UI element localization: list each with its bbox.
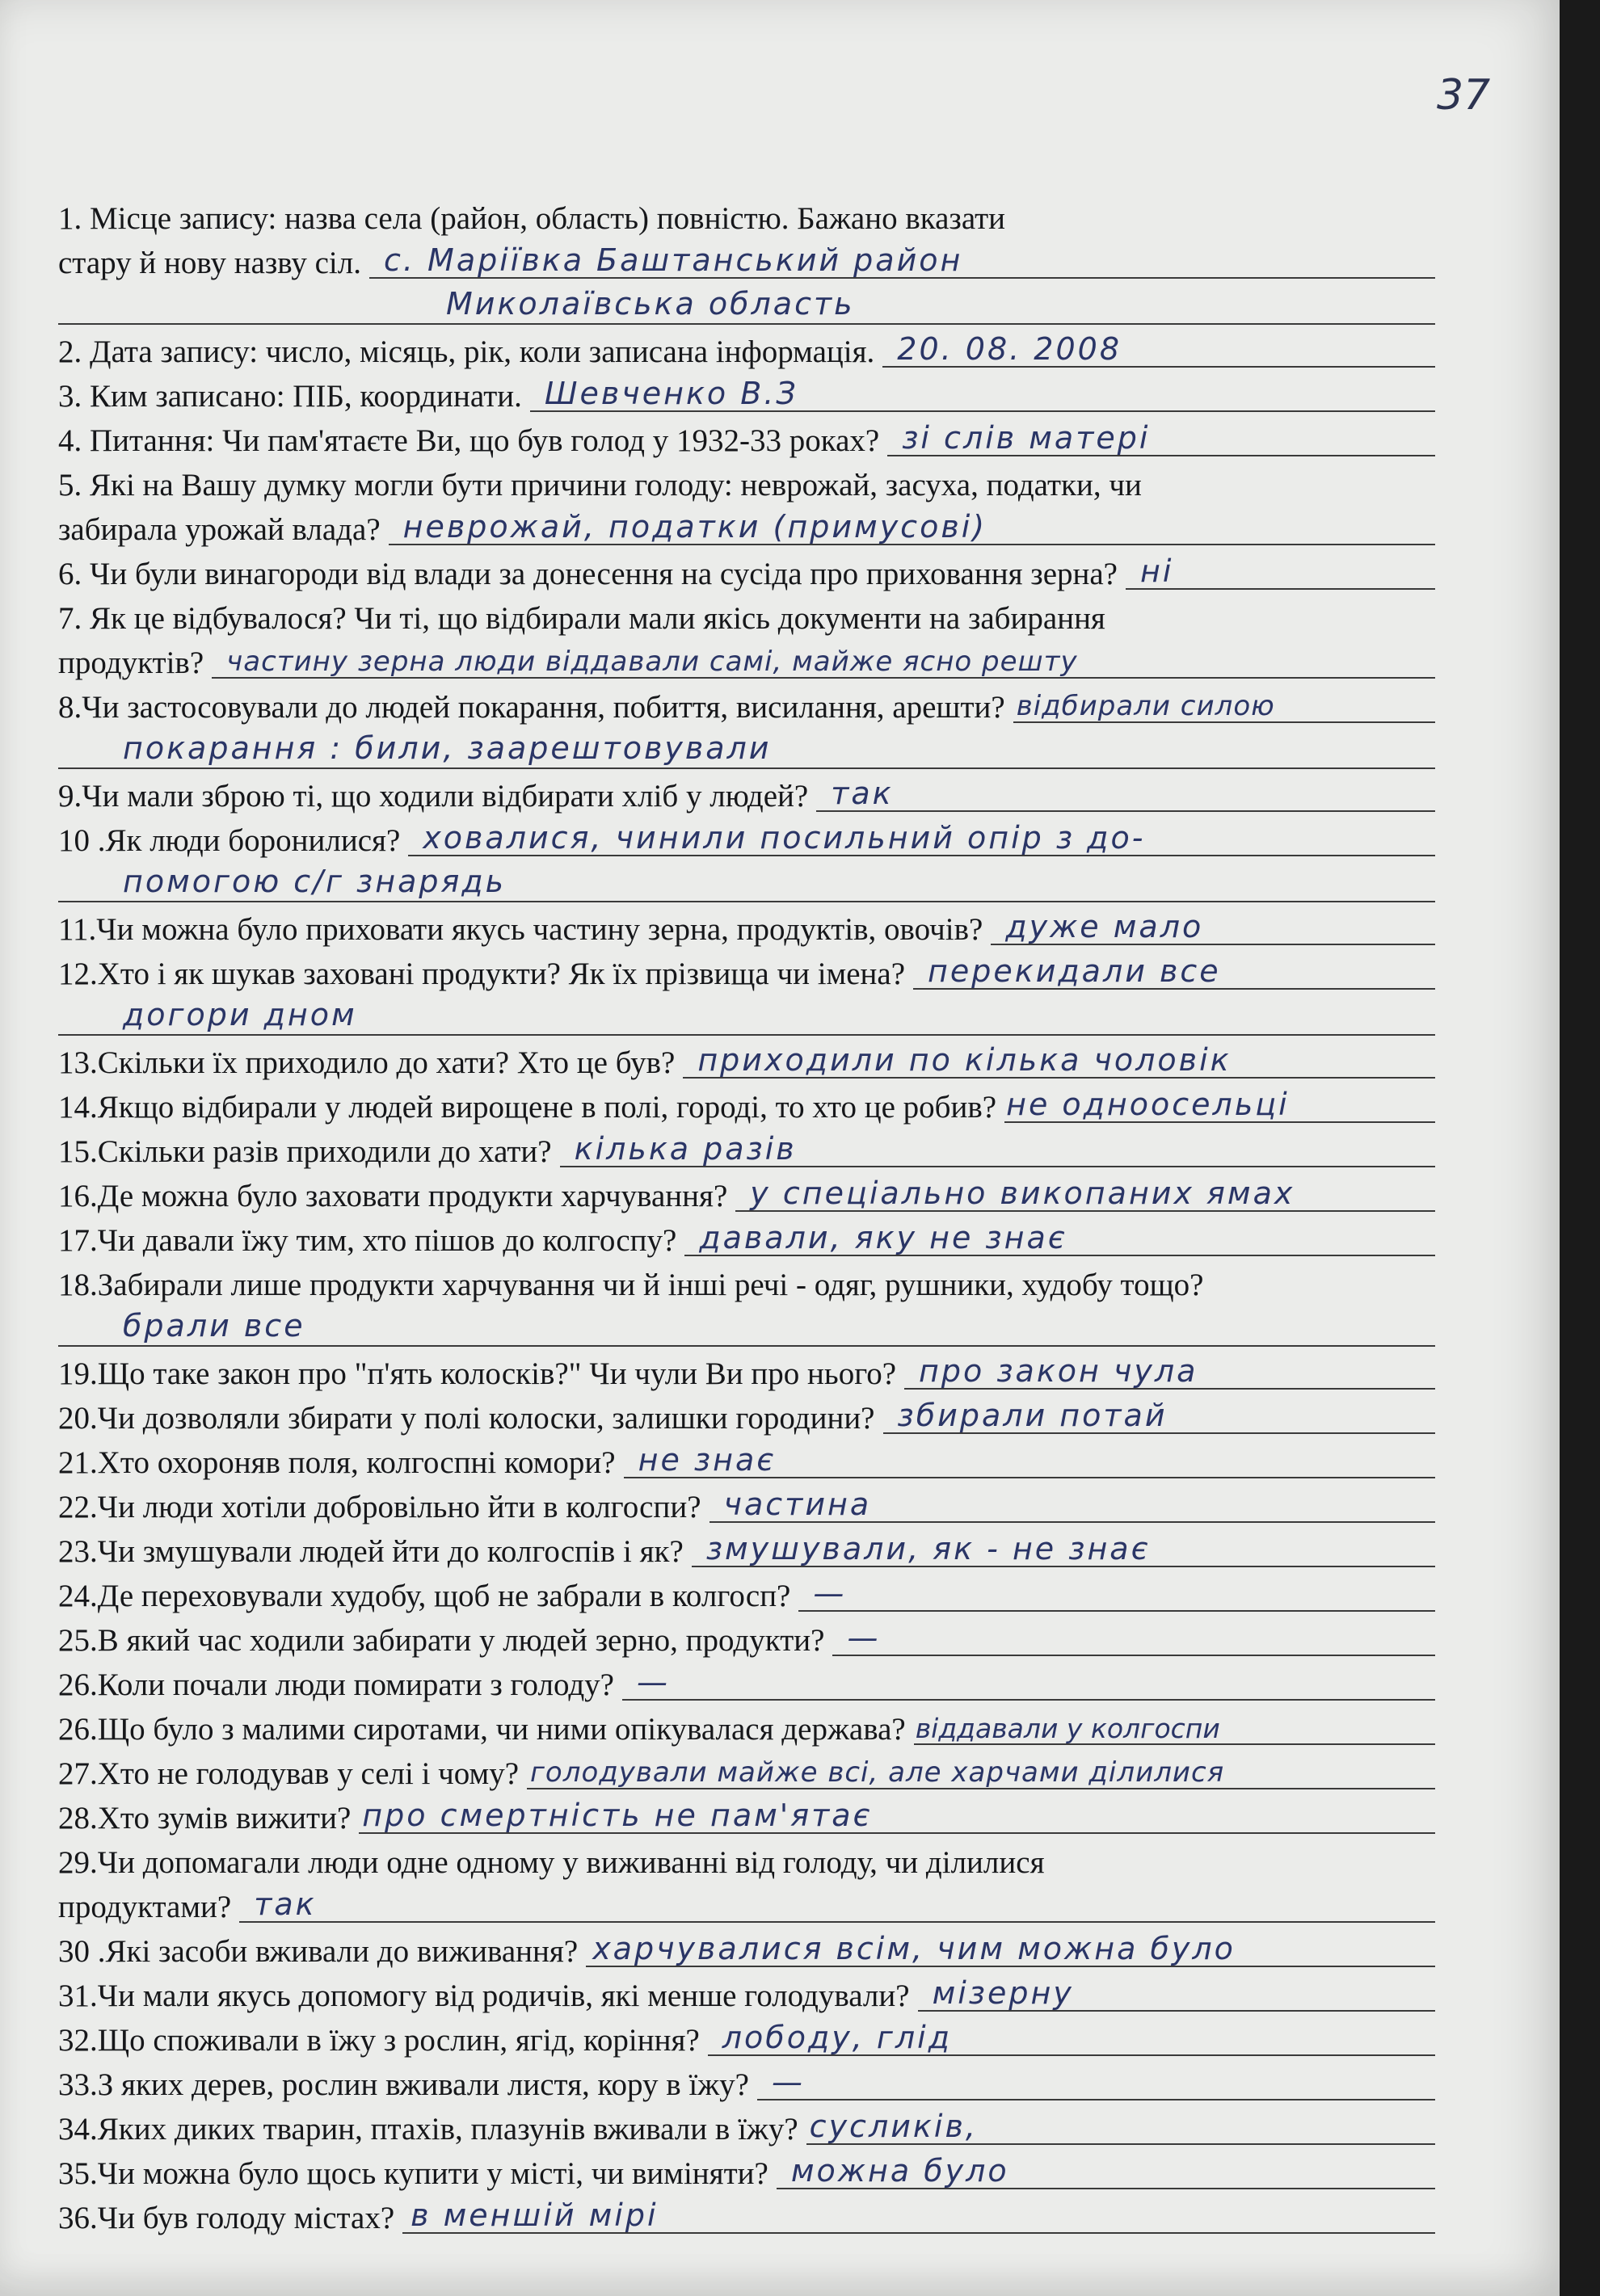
answer-21-field: не знає <box>624 1438 1435 1478</box>
answer-12-continuation: догори дном <box>58 986 1435 1036</box>
question-17: 17.Чи давали їжу тим, хто пішов до колгоспу? давали, яку не знає <box>58 1208 1435 1256</box>
question-34: 34.Яких диких тварин, птахів, плазунів вживали в їжу? сусликів, <box>58 2096 1435 2145</box>
answer-5-field: неврожай, податки (примусові) <box>389 505 1435 545</box>
page-number: 37 <box>1437 71 1491 120</box>
answer-15-field: кілька разів <box>560 1127 1435 1167</box>
question-18: 18.Забирали лише продукти харчування чи й інші речі - одяг, рушники, худобу тощо? <box>58 1268 1204 1302</box>
answer-24-field: — <box>798 1571 1435 1612</box>
question-13: 13.Скільки їх приходило до хати? Хто це був? приходили по кілька чоловік <box>58 1030 1435 1079</box>
question-1-line-2: стару й нову назву сіл. с. Маріївка Баштанський район <box>58 230 1435 279</box>
answer-9-field: так <box>816 772 1435 812</box>
question-24: 24.Де переховували худобу, щоб не забрали в колгосп? — <box>58 1563 1435 1612</box>
answer-17-field: давали, яку не знає <box>684 1216 1435 1256</box>
answer-7-field: частину зерна люди віддавали самі, майже ясно решту <box>212 638 1435 679</box>
answer-28-field: про смертність не пам'ятає <box>359 1793 1435 1834</box>
answer-8-continuation: покарання : били, заарештовували <box>58 719 1435 769</box>
answer-23-field: змушували, як - не знає <box>692 1527 1435 1567</box>
answer-1-continuation <box>58 275 1435 325</box>
question-12: 12.Хто і як шукав заховані продукти? Як їх прізвища чи імена? перекидали все <box>58 941 1435 990</box>
answer-36-field: в меншій мірі <box>402 2193 1435 2234</box>
question-35: 35.Чи можна було щось купити у місті, чи виміняти? можна було <box>58 2141 1435 2189</box>
question-23: 23.Чи змушували людей йти до колгоспів і як? змушували, як - не знає <box>58 1519 1435 1567</box>
question-26-first: 26.Коли почали люди помирати з голоду? — <box>58 1652 1435 1701</box>
answer-12-field: перекидали все <box>913 949 1435 990</box>
question-4: 4. Питання: Чи пам'ятаєте Ви, що був голод у 1932-33 роках? зі слів матері <box>58 408 1435 456</box>
question-36: 36.Чи був голоду містах? в меншій мірі <box>58 2185 1435 2234</box>
answer-19-field: про закон чула <box>904 1349 1435 1390</box>
question-14: 14.Якщо відбирали у людей вирощене в полі, городі, то хто це робив? не одноосельці <box>58 1074 1435 1123</box>
answer-34-field: сусликів, <box>806 2105 1435 2145</box>
question-26-second: 26.Що було з малими сиротами, чи ними опікувалася держава? віддавали у колгоспи <box>58 1697 1435 1745</box>
question-30: 30 .Які засоби вживали до виживання? харчувалися всім, чим можна було <box>58 1919 1435 1967</box>
question-5-line-1: 5. Які на Вашу думку могли бути причини голоду: неврожай, засуха, податки, чи <box>58 468 1142 503</box>
question-5-line-2: забирала урожай влада? неврожай, податки (примусові) <box>58 497 1435 545</box>
answer-18-continuation: брали все <box>58 1297 1435 1347</box>
question-33: 33.З яких дерев, рослин вживали листя, кору в їжу? — <box>58 2052 1435 2100</box>
question-9: 9.Чи мали зброю ті, що ходили відбирати хліб у людей? так <box>58 763 1435 812</box>
question-6: 6. Чи були винагороди від влади за донесення на сусіда про приховання зерна? ні <box>58 541 1435 590</box>
question-2: 2. Дата запису: число, місяць, рік, коли записана інформація. 20. 08. 2008 <box>58 319 1435 368</box>
answer-20-field: збирали потай <box>883 1394 1436 1434</box>
answer-10-field: ховалися, чинили посильний опір з до- <box>408 816 1435 856</box>
answer-33-field: — <box>757 2060 1435 2100</box>
question-11: 11.Чи можна було приховати якусь частину зерна, продуктів, овочів? дуже мало <box>58 897 1435 945</box>
answer-4-field: зі слів матері <box>887 416 1435 456</box>
question-22: 22.Чи люди хотіли добровільно йти в колгоспи? частина <box>58 1474 1435 1523</box>
answer-29-field: так <box>239 1882 1435 1923</box>
question-7-line-1: 7. Як це відбувалося? Чи ті, що відбирали мали якісь документи на забирання <box>58 601 1105 636</box>
question-31: 31.Чи мали якусь допомогу від родичів, які менше голодували? мізерну <box>58 1963 1435 2012</box>
answer-11-field: дуже мало <box>991 905 1435 945</box>
answer-6-field: ні <box>1126 549 1435 590</box>
answer-1-field <box>369 238 1435 279</box>
question-10: 10 .Як люди боронилися? ховалися, чинили посильний опір з до- <box>58 808 1435 856</box>
question-8: 8.Чи застосовували до людей покарання, побиття, висилання, арешти? відбирали силою <box>58 675 1435 723</box>
question-7-line-2: продуктів? частину зерна люди віддавали самі, майже ясно решту <box>58 630 1435 679</box>
question-20: 20.Чи дозволяли збирати у полі колоски, залишки городини? збирали потай <box>58 1386 1435 1434</box>
answer-25-field: — <box>832 1616 1435 1656</box>
answer-32-field: лободу, глід <box>708 2016 1435 2056</box>
answer-16-field: у спеціально викопаних ямах <box>735 1171 1435 1212</box>
question-29-line-1: 29.Чи допомагали люди одне одному у виживанні від голоду, чи ділилися <box>58 1845 1045 1880</box>
answer-10-continuation: помогою с/г знарядь <box>58 852 1435 902</box>
question-16: 16.Де можна було заховати продукти харчування? у спеціально викопаних ямах <box>58 1163 1435 1212</box>
answer-14-field: не одноосельці <box>1004 1083 1435 1123</box>
answer-1-handwriting-b: Миколаївська область <box>446 286 855 322</box>
question-27: 27.Хто не голодував у селі і чому? голодували майже всі, але харчами ділилися <box>58 1741 1435 1789</box>
answer-27-field: голодували майже всі, але харчами ділилися <box>527 1749 1435 1789</box>
answer-22-field: частина <box>709 1482 1435 1523</box>
answer-3-field: Шевченко В.З <box>530 372 1435 412</box>
answer-2-field: 20. 08. 2008 <box>882 327 1435 368</box>
answer-13-field: приходили по кілька чоловік <box>683 1038 1435 1079</box>
answer-31-field: мізерну <box>918 1971 1435 2012</box>
question-1-line-1: 1. Місце запису: назва села (район, область) повністю. Бажано вказати <box>58 201 1006 236</box>
answer-26-first-field: — <box>622 1660 1435 1701</box>
question-3: 3. Ким записано: ПІБ, координати. Шевченко В.З <box>58 364 1435 412</box>
question-25: 25.В який час ходили забирати у людей зерно, продукти? — <box>58 1608 1435 1656</box>
question-15: 15.Скільки разів приходили до хати? кілька разів <box>58 1119 1435 1167</box>
question-29-line-2: продуктами? так <box>58 1874 1435 1923</box>
answer-35-field: можна було <box>777 2149 1435 2189</box>
answer-1-handwriting-a: с. Маріївка Баштанський район <box>383 242 963 278</box>
question-21: 21.Хто охороняв поля, колгоспні комори? не знає <box>58 1430 1435 1478</box>
question-32: 32.Що споживали в їжу з рослин, ягід, коріння? лободу, глід <box>58 2008 1435 2056</box>
question-28: 28.Хто зумів вижити? про смертність не пам'ятає <box>58 1785 1435 1834</box>
answer-26-second-field: віддавали у колгоспи <box>914 1705 1435 1745</box>
answer-8-field: відбирали силою <box>1013 683 1435 723</box>
answer-30-field: харчувалися всім, чим можна було <box>586 1927 1435 1967</box>
question-19: 19.Що таке закон про "п'ять колосків?" Чи чули Ви про нього? про закон чула <box>58 1341 1435 1390</box>
